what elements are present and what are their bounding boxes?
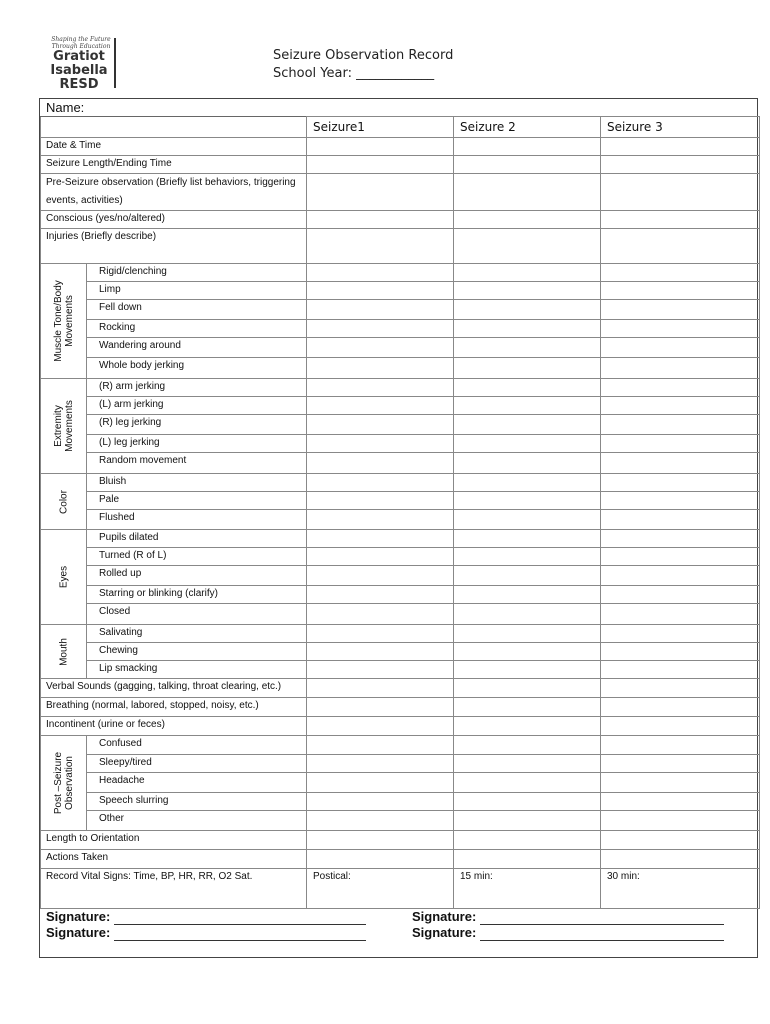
table-row — [41, 661, 760, 679]
group-title: Mouth — [58, 637, 69, 666]
cell[interactable] — [454, 850, 601, 869]
table-row — [41, 320, 760, 338]
table-row — [41, 358, 760, 379]
table-row — [41, 156, 760, 174]
cell[interactable] — [307, 793, 454, 811]
table-header-row — [41, 117, 760, 138]
signature-label: Signature: — [412, 909, 477, 924]
table-row — [41, 415, 760, 435]
cell[interactable] — [307, 831, 454, 850]
table-row — [41, 453, 760, 474]
cell[interactable] — [601, 661, 760, 679]
row-label: Random movement — [87, 453, 307, 474]
row-label: Limp — [87, 282, 307, 300]
row-label: Length to Orientation — [41, 831, 307, 850]
cell[interactable] — [307, 811, 454, 831]
cell[interactable] — [601, 530, 760, 548]
cell[interactable] — [601, 811, 760, 831]
cell[interactable] — [307, 397, 454, 415]
row-label: Starring or blinking (clarify) — [87, 586, 307, 604]
table-row — [41, 229, 760, 264]
group-label-mouth — [41, 625, 87, 679]
row-label: Bluish — [87, 474, 307, 492]
row-label: Speech slurring — [87, 793, 307, 811]
signature-label: Signature: — [46, 909, 111, 924]
group-title: Extremity Movements — [52, 400, 75, 452]
cell[interactable] — [601, 379, 760, 397]
cell[interactable] — [454, 379, 601, 397]
cell[interactable] — [307, 435, 454, 453]
cell[interactable] — [454, 138, 601, 156]
vitals-30min-cell[interactable]: 30 min: — [601, 869, 760, 909]
row-label: Lip smacking — [87, 661, 307, 679]
row-label: Rolled up — [87, 566, 307, 586]
cell[interactable] — [307, 379, 454, 397]
group-title: Muscle Tone/Body Movements — [52, 280, 75, 362]
row-label: (R) arm jerking — [87, 379, 307, 397]
table-row — [41, 717, 760, 736]
signature-field[interactable] — [46, 925, 366, 941]
group-title: Color — [58, 489, 69, 514]
cell[interactable] — [307, 282, 454, 300]
group-label-post-seizure — [41, 736, 87, 831]
cell[interactable] — [454, 358, 601, 379]
cell[interactable] — [307, 474, 454, 492]
cell[interactable] — [307, 548, 454, 566]
cell[interactable] — [454, 586, 601, 604]
row-label: Rigid/clenching — [87, 264, 307, 282]
table-row — [41, 510, 760, 530]
cell[interactable] — [601, 474, 760, 492]
logo-divider — [114, 38, 116, 88]
cell[interactable] — [601, 229, 760, 264]
cell[interactable] — [601, 156, 760, 174]
page-title: Seizure Observation Record — [273, 48, 454, 63]
cell[interactable] — [454, 755, 601, 773]
row-label — [41, 174, 307, 211]
cell[interactable] — [307, 358, 454, 379]
table-row — [41, 679, 760, 698]
cell[interactable] — [307, 850, 454, 869]
cell[interactable] — [601, 773, 760, 793]
cell[interactable] — [454, 300, 601, 320]
cell[interactable] — [601, 415, 760, 435]
row-label-line: Pre-Seizure observation (Briefly list behaviors, triggering — [46, 177, 296, 188]
table-row — [41, 282, 760, 300]
table-row — [41, 755, 760, 773]
signature-label: Signature: — [412, 925, 477, 940]
observation-table — [40, 116, 760, 909]
signature-area — [46, 909, 751, 949]
signature-line[interactable] — [480, 928, 724, 941]
cell[interactable] — [307, 717, 454, 736]
cell[interactable] — [601, 793, 760, 811]
cell[interactable] — [601, 300, 760, 320]
cell[interactable] — [601, 492, 760, 510]
cell[interactable] — [601, 850, 760, 869]
table-row — [41, 530, 760, 548]
row-label: (L) arm jerking — [87, 397, 307, 415]
cell[interactable] — [307, 415, 454, 435]
cell[interactable] — [601, 566, 760, 586]
cell[interactable] — [307, 643, 454, 661]
group-label-eyes — [41, 530, 87, 625]
signature-line[interactable] — [480, 912, 724, 925]
row-label-line: events, activities) — [46, 195, 123, 206]
row-label: Incontinent (urine or feces) — [41, 717, 307, 736]
column-seizure-3: Seizure 3 — [601, 117, 760, 138]
cell[interactable] — [454, 548, 601, 566]
cell[interactable] — [454, 510, 601, 530]
cell[interactable] — [454, 338, 601, 358]
cell[interactable] — [307, 174, 454, 211]
table-row — [41, 492, 760, 510]
cell[interactable] — [454, 415, 601, 435]
signature-line[interactable] — [114, 928, 366, 941]
table-row — [41, 604, 760, 625]
name-field[interactable] — [40, 99, 757, 117]
cell[interactable] — [601, 320, 760, 338]
table-row — [41, 300, 760, 320]
cell[interactable] — [601, 625, 760, 643]
seizure-form — [39, 98, 758, 958]
group-label-extremity — [41, 379, 87, 474]
table-row — [41, 548, 760, 566]
cell[interactable] — [307, 138, 454, 156]
cell[interactable] — [601, 264, 760, 282]
cell[interactable] — [454, 320, 601, 338]
vitals-postical-cell[interactable]: Postical: — [307, 869, 454, 909]
cell[interactable] — [307, 453, 454, 474]
cell[interactable] — [454, 793, 601, 811]
cell[interactable] — [601, 698, 760, 717]
document-header — [273, 47, 453, 83]
cell[interactable] — [307, 755, 454, 773]
cell[interactable] — [307, 156, 454, 174]
column-seizure-1: Seizure1 — [307, 117, 454, 138]
row-label: Closed — [87, 604, 307, 625]
logo-line-3: RESD — [59, 77, 99, 92]
table-row — [41, 474, 760, 492]
row-label: Record Vital Signs: Time, BP, HR, RR, O2 Sat. — [41, 869, 307, 909]
cell[interactable] — [601, 586, 760, 604]
table-row — [41, 850, 760, 869]
cell[interactable] — [601, 174, 760, 211]
row-label: Seizure Length/Ending Time — [41, 156, 307, 174]
resd-logo — [40, 32, 130, 92]
cell[interactable] — [454, 530, 601, 548]
logo-tagline: Shaping the Future Through Education — [51, 36, 111, 50]
table-row — [41, 736, 760, 755]
row-label: Rocking — [87, 320, 307, 338]
cell[interactable] — [454, 397, 601, 415]
cell[interactable] — [454, 831, 601, 850]
row-label: Sleepy/tired — [87, 755, 307, 773]
row-label: Pale — [87, 492, 307, 510]
cell[interactable] — [601, 282, 760, 300]
cell[interactable] — [454, 229, 601, 264]
cell[interactable] — [454, 661, 601, 679]
cell[interactable] — [454, 453, 601, 474]
cell[interactable] — [454, 698, 601, 717]
cell[interactable] — [601, 435, 760, 453]
cell[interactable] — [454, 773, 601, 793]
row-label: Whole body jerking — [87, 358, 307, 379]
cell[interactable] — [601, 397, 760, 415]
cell[interactable] — [601, 138, 760, 156]
cell[interactable] — [307, 736, 454, 755]
cell[interactable] — [454, 566, 601, 586]
cell[interactable] — [601, 831, 760, 850]
school-year-field[interactable]: School Year: ____________ — [273, 66, 435, 81]
cell[interactable] — [601, 604, 760, 625]
cell[interactable] — [601, 717, 760, 736]
row-label: Flushed — [87, 510, 307, 530]
table-row — [41, 643, 760, 661]
cell[interactable] — [454, 604, 601, 625]
vitals-15min-cell[interactable]: 15 min: — [454, 869, 601, 909]
cell[interactable] — [601, 736, 760, 755]
signature-label: Signature: — [46, 925, 111, 940]
row-label: Conscious (yes/no/altered) — [41, 211, 307, 229]
cell[interactable] — [454, 264, 601, 282]
table-row — [41, 811, 760, 831]
group-title: Post –Seizure Observation — [52, 751, 75, 815]
logo-line-1: Gratiot — [53, 49, 105, 64]
cell[interactable] — [307, 264, 454, 282]
column-seizure-2: Seizure 2 — [454, 117, 601, 138]
cell[interactable] — [601, 338, 760, 358]
cell[interactable] — [454, 643, 601, 661]
table-row — [41, 831, 760, 850]
cell[interactable] — [307, 604, 454, 625]
table-row — [41, 138, 760, 156]
cell[interactable] — [601, 211, 760, 229]
cell[interactable] — [601, 358, 760, 379]
cell[interactable] — [601, 679, 760, 698]
cell[interactable] — [307, 625, 454, 643]
cell[interactable] — [454, 156, 601, 174]
cell[interactable] — [307, 661, 454, 679]
cell[interactable] — [307, 586, 454, 604]
row-label: Salivating — [87, 625, 307, 643]
group-label-muscle — [41, 264, 87, 379]
row-label: Verbal Sounds (gagging, talking, throat clearing, etc.) — [41, 679, 307, 698]
cell[interactable] — [454, 492, 601, 510]
table-row — [41, 566, 760, 586]
row-label: (R) leg jerking — [87, 415, 307, 435]
cell[interactable] — [454, 282, 601, 300]
cell[interactable] — [454, 736, 601, 755]
row-label: Pupils dilated — [87, 530, 307, 548]
table-row — [41, 625, 760, 643]
cell[interactable] — [601, 755, 760, 773]
signature-field[interactable] — [412, 909, 724, 925]
table-row — [41, 869, 760, 909]
cell[interactable] — [454, 625, 601, 643]
row-label: Fell down — [87, 300, 307, 320]
row-label: Breathing (normal, labored, stopped, noisy, etc.) — [41, 698, 307, 717]
cell[interactable] — [307, 698, 454, 717]
logo-name — [44, 50, 114, 92]
logo-line-2: Isabella — [50, 63, 108, 78]
row-label: Date & Time — [41, 138, 307, 156]
group-title: Eyes — [58, 565, 69, 589]
signature-line[interactable] — [114, 912, 366, 925]
table-row — [41, 435, 760, 453]
table-row — [41, 211, 760, 229]
cell[interactable] — [454, 174, 601, 211]
row-label: Wandering around — [87, 338, 307, 358]
row-label: Headache — [87, 773, 307, 793]
table-row — [41, 397, 760, 415]
header-blank — [41, 117, 307, 138]
cell[interactable] — [307, 229, 454, 264]
table-row — [41, 586, 760, 604]
signature-field[interactable] — [412, 925, 724, 941]
table-row — [41, 793, 760, 811]
cell[interactable] — [307, 530, 454, 548]
name-label: Name: — [46, 100, 85, 115]
table-row — [41, 379, 760, 397]
row-label: Injuries (Briefly describe) — [41, 229, 307, 264]
cell[interactable] — [307, 338, 454, 358]
cell[interactable] — [601, 453, 760, 474]
cell[interactable] — [307, 566, 454, 586]
table-row — [41, 773, 760, 793]
cell[interactable] — [307, 492, 454, 510]
cell[interactable] — [454, 811, 601, 831]
cell[interactable] — [307, 679, 454, 698]
cell[interactable] — [307, 510, 454, 530]
cell[interactable] — [601, 510, 760, 530]
table-row — [41, 698, 760, 717]
cell[interactable] — [454, 474, 601, 492]
row-label: Other — [87, 811, 307, 831]
cell[interactable] — [601, 643, 760, 661]
row-label: Turned (R of L) — [87, 548, 307, 566]
table-row — [41, 264, 760, 282]
cell[interactable] — [454, 679, 601, 698]
cell[interactable] — [307, 773, 454, 793]
row-label: (L) leg jerking — [87, 435, 307, 453]
cell[interactable] — [307, 300, 454, 320]
cell[interactable] — [307, 211, 454, 229]
table-row — [41, 338, 760, 358]
row-label: Confused — [87, 736, 307, 755]
cell[interactable] — [454, 717, 601, 736]
cell[interactable] — [307, 320, 454, 338]
group-label-color — [41, 474, 87, 530]
row-label: Actions Taken — [41, 850, 307, 869]
cell[interactable] — [454, 435, 601, 453]
signature-field[interactable] — [46, 909, 366, 925]
cell[interactable] — [454, 211, 601, 229]
table-row — [41, 174, 760, 211]
cell[interactable] — [601, 548, 760, 566]
row-label: Chewing — [87, 643, 307, 661]
